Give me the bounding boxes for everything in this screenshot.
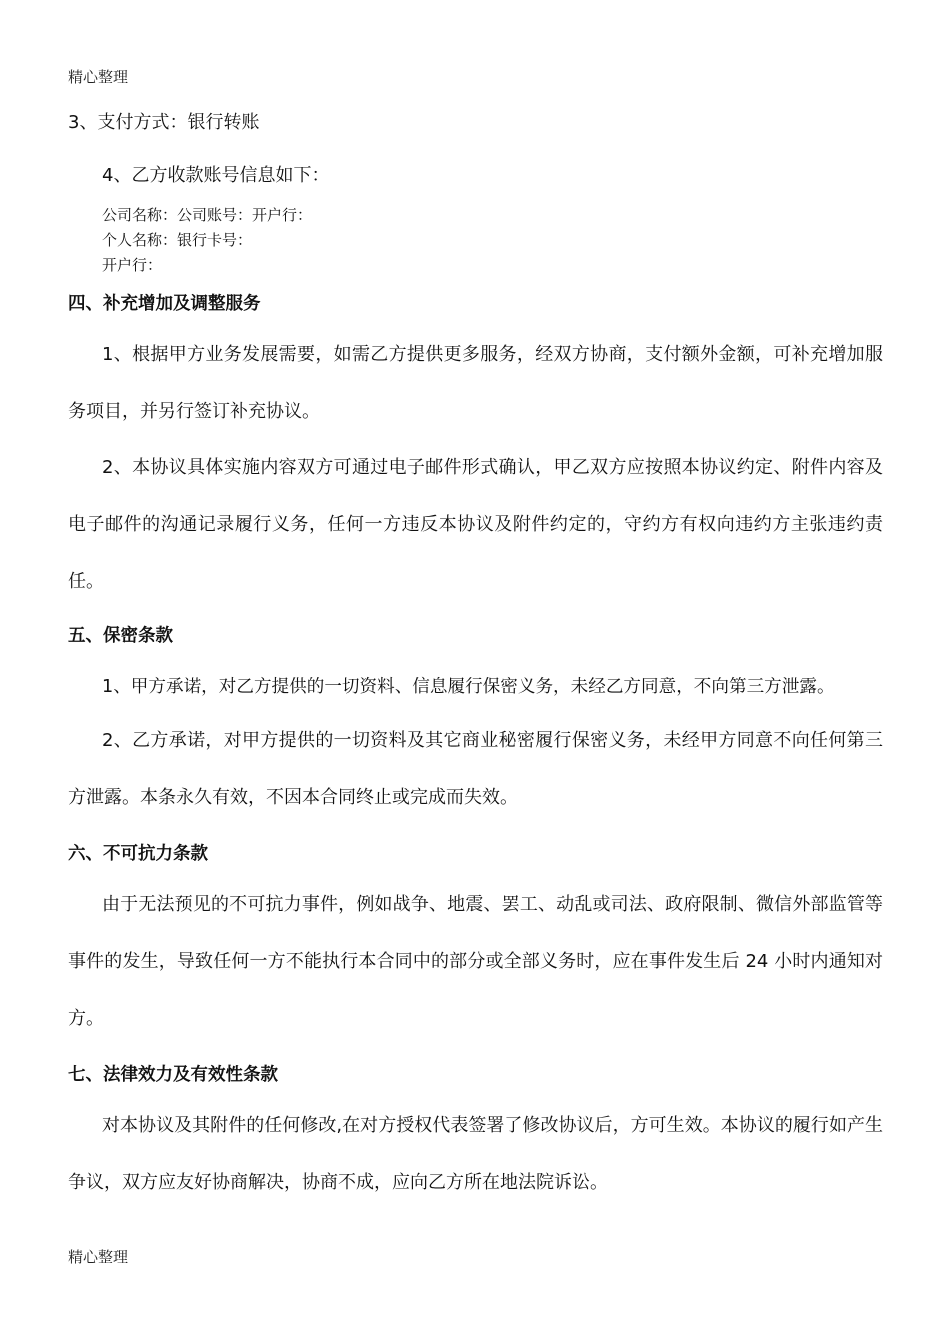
page-footer-note: 精心整理 xyxy=(68,1248,129,1266)
page-header-note: 精心整理 xyxy=(68,68,129,86)
section-4-paragraph-1: 1、根据甲方业务发展需要，如需乙方提供更多服务，经双方协商，支付额外金额，可补充增加服务项目，并另行签订补充协议。 xyxy=(68,344,883,422)
section-7-heading: 七、法律效力及有效性条款 xyxy=(68,1065,278,1085)
personal-account-line: 个人名称：银行卡号： xyxy=(102,231,253,249)
section-5-heading: 五、保密条款 xyxy=(68,626,173,646)
section-4-paragraph-2: 2、本协议具体实施内容双方可通过电子邮件形式确认，甲乙双方应按照本协议约定、附件内容及电子邮件的沟通记录履行义务，任何一方违反本协议及附件约定的，守约方有权向违约方主张违约责任。 xyxy=(68,457,883,592)
section-5-paragraph-2: 2、乙方承诺，对甲方提供的一切资料及其它商业秘密履行保密义务，未经甲方同意不向任何第三方泄露。本条永久有效，不因本合同终止或完成而失效。 xyxy=(68,730,883,808)
section-6-heading: 六、不可抗力条款 xyxy=(68,844,208,864)
section-4-heading: 四、补充增加及调整服务 xyxy=(68,294,261,314)
section-5-paragraph-1: 1、甲方承诺，对乙方提供的一切资料、信息履行保密义务，未经乙方同意，不向第三方泄露。 xyxy=(102,677,835,697)
company-account-line: 公司名称：公司账号：开户行： xyxy=(102,206,313,224)
bank-branch-line: 开户行： xyxy=(102,256,163,274)
section-6-paragraph: 由于无法预见的不可抗力事件，例如战争、地震、罢工、动乱或司法、政府限制、微信外部监管等事件的发生，导致任何一方不能执行本合同中的部分或全部义务时，应在事件发生后 24 小时内通知对方。 xyxy=(68,894,883,1029)
payment-method: 3、支付方式：银行转账 xyxy=(68,112,260,133)
account-info-intro: 4、乙方收款账号信息如下： xyxy=(102,165,330,186)
section-7-paragraph: 对本协议及其附件的任何修改,在对方授权代表签署了修改协议后，方可生效。本协议的履行如产生争议，双方应友好协商解决，协商不成，应向乙方所在地法院诉讼。 xyxy=(68,1115,883,1193)
